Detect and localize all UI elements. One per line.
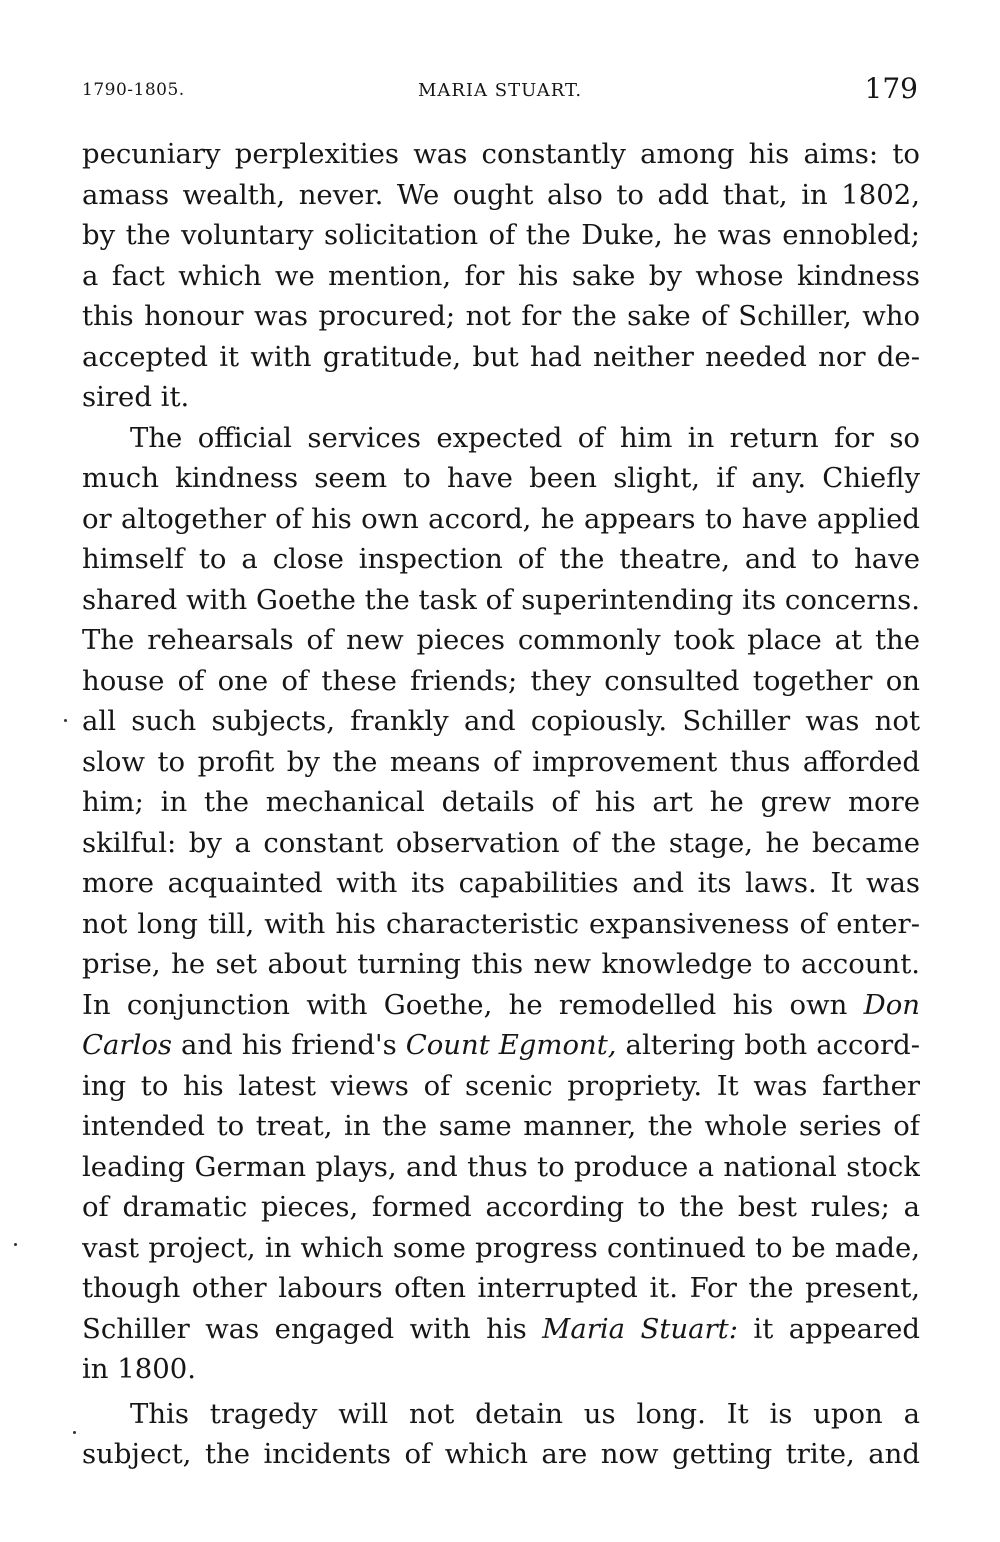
text-line: this honour was procured; not for the sake of Schiller, who — [82, 300, 920, 332]
text-line: pecuniary perplexities was constantly among his aims: to — [82, 138, 920, 170]
paragraph-3 — [82, 1394, 920, 1475]
header-date-range: 1790-1805. — [82, 80, 185, 100]
header-title: MARIA STUART. — [417, 80, 583, 101]
text-line: himself to a close inspection of the theatre, and to have — [82, 543, 920, 575]
text-segment: it appeared — [753, 1312, 920, 1345]
text-segment: In conjunction with Goethe, he remodelled his own — [82, 988, 848, 1021]
paragraph-1 — [82, 134, 920, 418]
text-line: in 1800. — [82, 1353, 196, 1385]
text-line: intended to treat, in the same manner, the whole series of — [82, 1110, 920, 1142]
text-line: all such subjects, frankly and copiously. Schiller was not — [82, 705, 920, 737]
text-line: prise, he set about turning this new knowledge to account. — [82, 948, 920, 980]
text-line: subject, the incidents of which are now getting trite, and — [82, 1438, 920, 1470]
text-line: though other labours often interrupted it. For the present, — [82, 1272, 920, 1304]
text-line: shared with Goethe the task of superintending its concerns. — [82, 583, 920, 616]
text-line: or altogether of his own accord, he appears to have applied — [82, 502, 920, 535]
text-line: The rehearsals of new pieces commonly took place at the — [82, 624, 920, 656]
text-line: amass wealth, never. We ought also to add that, in 1802, — [82, 178, 920, 211]
text-line: sired it. — [82, 381, 190, 413]
italic-title-maria-stuart: Maria Stuart: — [542, 1312, 738, 1345]
print-speck — [14, 1243, 17, 1246]
text-line: vast project, in which some progress continued to be made, — [82, 1231, 920, 1264]
paragraph-2 — [82, 418, 920, 1390]
italic-title-don: Don — [863, 988, 920, 1021]
text-line: leading German plays, and thus to produce a national stock — [82, 1150, 920, 1183]
running-head — [82, 72, 918, 106]
print-speck — [64, 719, 67, 722]
text-line: by the voluntary solicitation of the Duke, he was ennobled; — [82, 219, 920, 251]
text-line: a fact which we mention, for his sake by whose kindness — [82, 259, 920, 292]
italic-title-count-egmont: Count Egmont, — [405, 1029, 617, 1061]
text-line: accepted it with gratitude, but had neither needed nor de- — [82, 340, 920, 373]
text-line: This tragedy will not detain us long. It is upon a — [130, 1397, 920, 1430]
text-line: house of one of these friends; they consulted together on — [82, 664, 920, 697]
text-line: him; in the mechanical details of his art he grew more — [82, 786, 920, 818]
text-segment: Schiller was engaged with his — [82, 1312, 527, 1345]
text-line-with-italic — [82, 1025, 920, 1066]
text-segment: and his friend's — [181, 1029, 397, 1061]
text-line: The official services expected of him in return for so — [130, 421, 920, 454]
text-segment: altering both accord- — [625, 1029, 920, 1061]
italic-title-carlos: Carlos — [82, 1029, 173, 1061]
text-line: of dramatic pieces, formed according to the best rules; a — [82, 1191, 920, 1223]
page-number: 179 — [864, 72, 918, 105]
print-speck — [73, 1431, 76, 1434]
text-line: ing to his latest views of scenic propriety. It was farther — [82, 1069, 920, 1102]
text-line-with-italic — [82, 1309, 920, 1350]
text-line: slow to profit by the means of improvement thus afforded — [82, 745, 920, 778]
text-line: not long till, with his characteristic expansiveness of enter- — [82, 907, 920, 940]
text-line: skilful: by a constant observation of the stage, he became — [82, 826, 920, 859]
text-line: much kindness seem to have been slight, if any. Chiefly — [82, 462, 920, 494]
text-line: more acquainted with its capabilities and its laws. It was — [82, 867, 920, 899]
body-text — [82, 134, 920, 1475]
text-line-with-italic — [82, 985, 920, 1026]
